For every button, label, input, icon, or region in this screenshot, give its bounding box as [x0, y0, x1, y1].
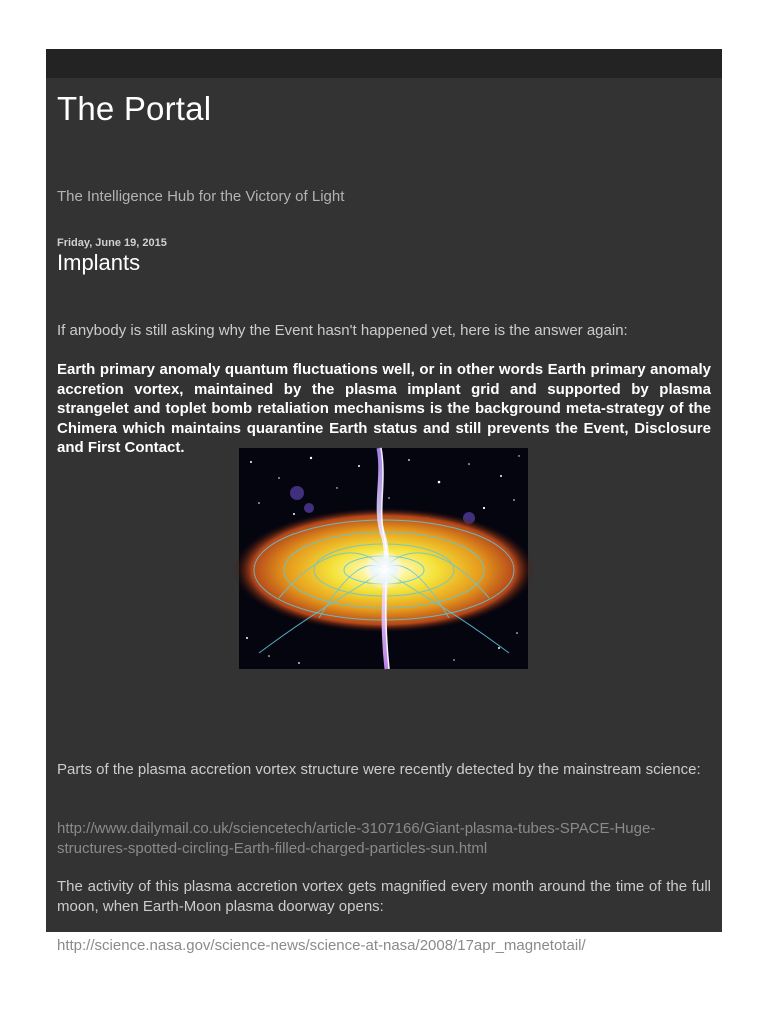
blog-description: The Intelligence Hub for the Victory of Light [57, 188, 345, 205]
vortex-illustration [239, 448, 528, 669]
post-title[interactable]: Implants [57, 250, 141, 275]
intro-paragraph: If anybody is still asking why the Event hasn't happened yet, here is the answer again: [57, 322, 628, 339]
bold-paragraph: Earth primary anomaly quantum fluctuations well, or in other words Earth primary anomaly accretion vortex, maintained by the plasma implant grid and supported by plasma strangelet and toplet bomb retaliation mechanisms is the background meta-strategy of the Chimera which maintains quarantine Earth status and still prevents the Event, Disclosure and First Contact. [57, 361, 711, 456]
nasa-link[interactable]: http://science.nasa.gov/science-news/science-at-nasa/2008/17apr_magnetotail/ [57, 937, 586, 954]
paragraph-full-moon: The activity of this plasma accretion vortex gets magnified every month around the time of the full moon, when Earth-Moon plasma doorway opens: [57, 878, 711, 915]
post-date: Friday, June 19, 2015 [57, 237, 167, 249]
link-paragraph-1 [57, 819, 711, 858]
blog-container [46, 49, 722, 954]
paragraph-accretion: Parts of the plasma accretion vortex structure were recently detected by the mainstream science: [57, 761, 701, 778]
plasma-vortex-image[interactable] [239, 448, 528, 669]
top-bar [46, 49, 722, 78]
dailymail-link[interactable]: http://www.dailymail.co.uk/sciencetech/article-3107166/Giant-plasma-tubes-SPACE-Huge-structures-spotted-circling-Earth-filled-charged-particles-sun.html [57, 820, 656, 857]
blog-title[interactable]: The Portal [57, 90, 212, 127]
link-paragraph-2 [57, 936, 711, 956]
